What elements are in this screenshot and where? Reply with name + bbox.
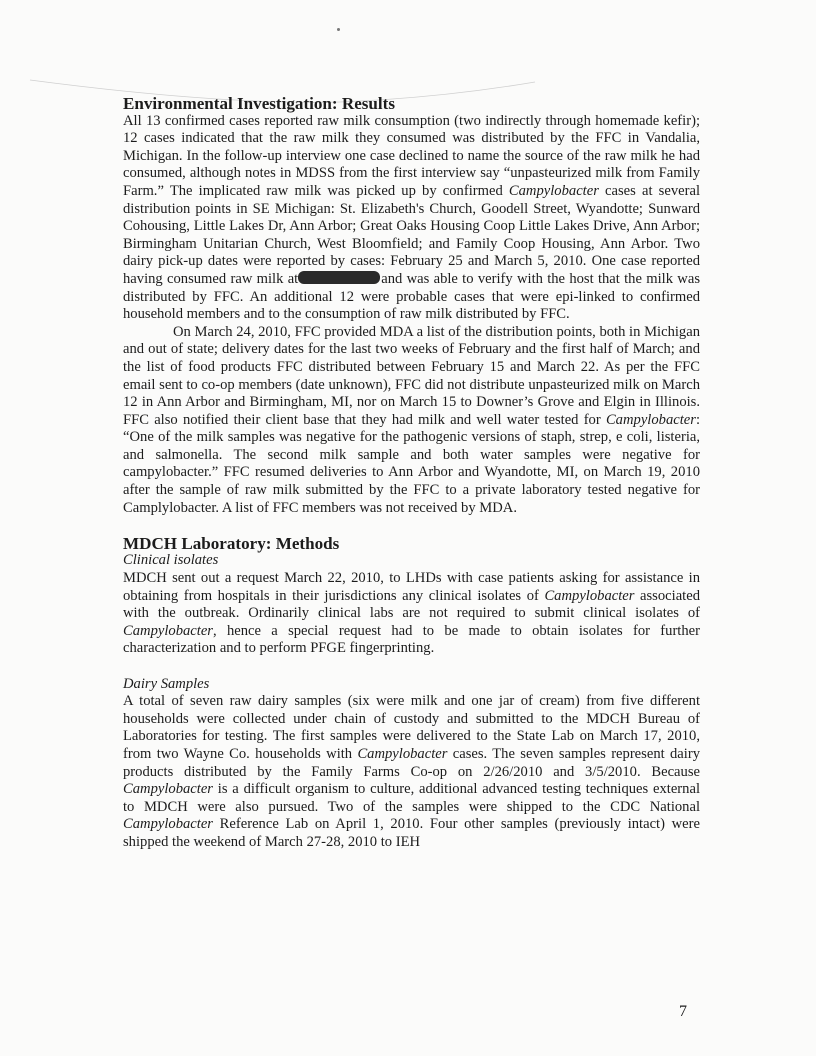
subheading-dairy-samples: Dairy Samples (123, 675, 210, 692)
subheading-clinical-isolates: Clinical isolates (123, 552, 219, 569)
paragraph-results-1: All 13 confirmed cases reported raw milk consumption (two indirectly through homemade kefir); 12 cases indicated that the raw milk they consumed was distributed by the FFC in Vandalia, Michigan. In the follow-up interview one case declined to name the source of the raw milk he had consumed, although notes in MDSS from the first interview say “unpasteurized milk from Family Farm.” The implicated raw milk was picked up by confirmed Campylobacter cases at several distribution points in SE Michigan: St. Elizabeth's Church, Goodell Street, Wyandotte; Sunward Cohousing, Little Lakes Dr, Ann Arbor; Great Oaks Housing Coop Little Lakes Drive, Ann Arbor; Birmingham Unitarian Church, West Bloomfield; and Family Coop Housing, Ann Arbor. Two dairy pick-up dates were reported by cases: February 25 and March 5, 2010. One case reported having consumed raw milk at and was able to verify with the host that the milk was distributed by FFC. An additional 12 were probable cases that were epi-linked to confirmed household members and to the consumption of raw milk distributed by FFC. (123, 112, 701, 323)
redaction-mark (298, 271, 380, 284)
scan-speck (337, 28, 340, 31)
paragraph-clinical-isolates: MDCH sent out a request March 22, 2010, to LHDs with case patients asking for assistance in obtaining from hospitals in their jurisdictions any clinical isolates of Campylobacter associated with the outbreak. Ordinarily clinical labs are not required to submit clinical isolates of Campylobacter, hence a special request had to be made to obtain isolates for further characterization and to perform PFGE fingerprinting. (123, 570, 700, 657)
section-heading-environmental-results: Environmental Investigation: Results (123, 94, 396, 113)
paragraph-results-2: On March 24, 2010, FFC provided MDA a list of the distribution points, both in Michigan and out of state; delivery dates for the last two weeks of February and the first half of March; and the list of food products FFC distributed between February 15 and March 22. As per the FFC email sent to co-op members (date unknown), FFC did not distribute unpasteurized milk on March 12 in Ann Arbor and Birmingham, MI, nor on March 15 to Downer’s Grove and Elgin in Illinois. FFC also notified their client base that they had milk and well water tested for Campylobacter: “One of the milk samples was negative for the pathogenic versions of staph, strep, e coli, listeria, and salmonella. The second milk sample and both water samples were negative for campylobacter.” FFC resumed deliveries to Ann Arbor and Wyandotte, MI, on March 19, 2010 after the sample of raw milk submitted by the FFC to a private laboratory tested negative for Camplylobacter. A list of FFC members was not received by MDA. (123, 323, 700, 516)
section-heading-lab-methods: MDCH Laboratory: Methods (123, 533, 340, 553)
paragraph-dairy-samples: A total of seven raw dairy samples (six were milk and one jar of cream) from five different households were collected under chain of custody and submitted to the MDCH Bureau of Laboratories for testing. The first samples were delivered to the State Lab on March 17, 2010, from two Wayne Co. households with Campylobacter cases. The seven samples represent dairy products distributed by the Family Farms Co-op on 2/26/2010 and 3/5/2010. Because Campylobacter is a difficult organism to culture, additional advanced testing techniques external to MDCH were also pursued. Two of the samples were shipped to the CDC National Campylobacter Reference Lab on April 1, 2010. Four other samples (previously intact) were shipped the weekend of March 27-28, 2010 to IEH (123, 693, 700, 850)
document-page (123, 95, 700, 852)
page-number: 7 (679, 1003, 687, 1020)
